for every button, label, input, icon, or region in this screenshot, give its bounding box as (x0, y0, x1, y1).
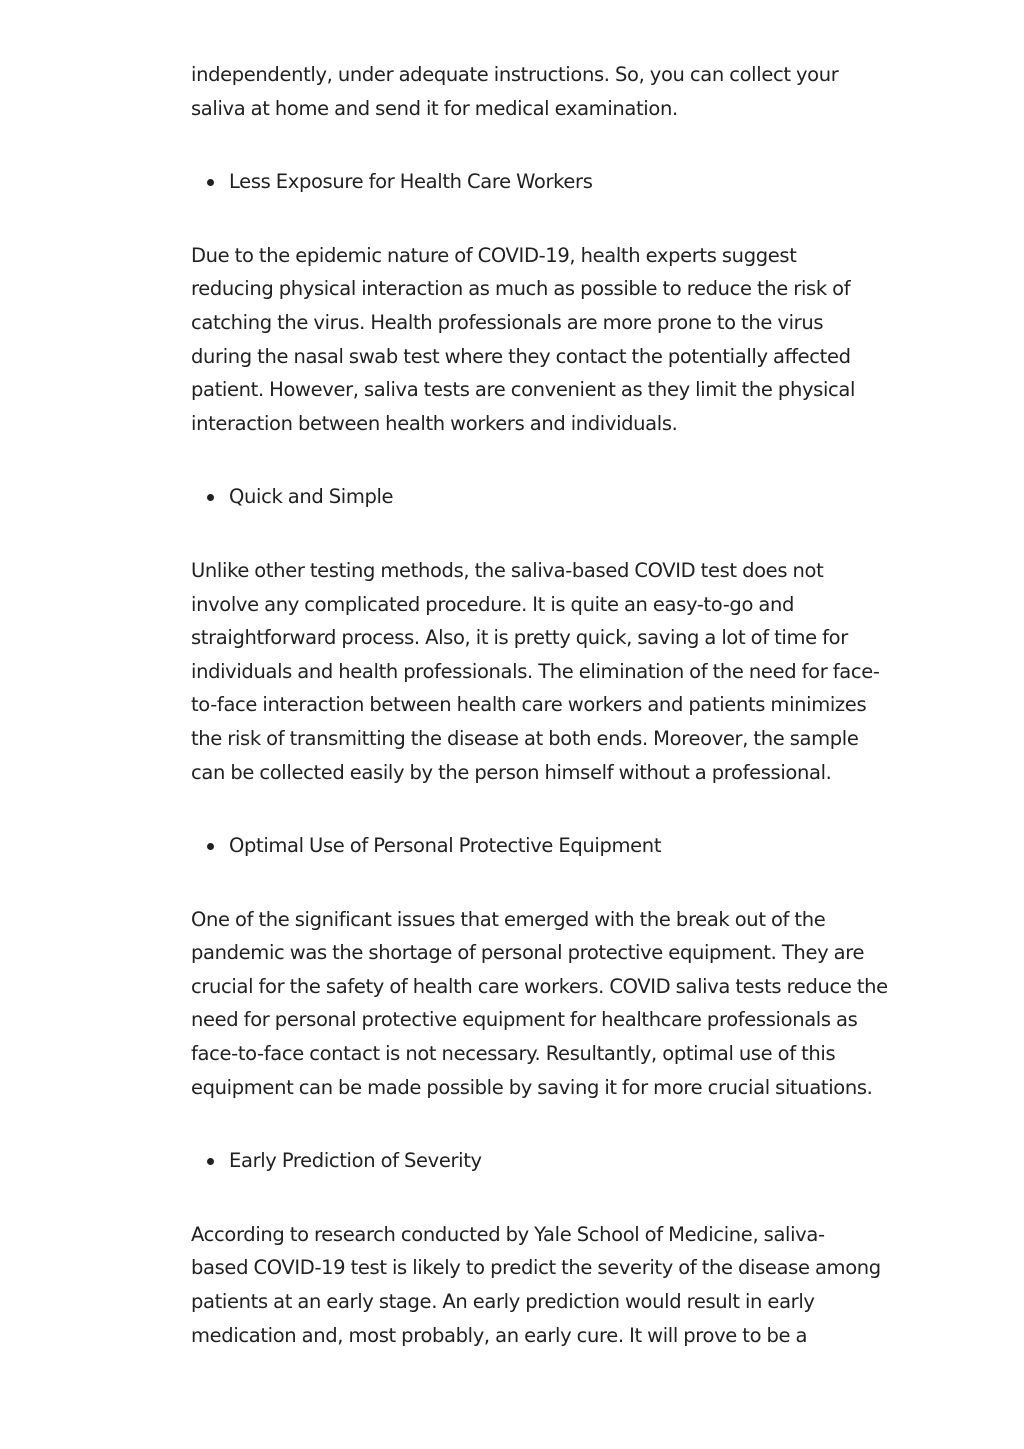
bullet-quick-simple: Quick and Simple (191, 480, 881, 514)
bullet-less-exposure: Less Exposure for Health Care Workers (191, 165, 881, 199)
document-page (191, 58, 888, 1352)
paragraph-optimal-ppe: One of the significant issues that emerged with the break out of the pandemic was the shortage of personal protective equipment. They are crucial for the safety of health care workers. COVID saliva tests reduce the need for personal protective equipment for healthcare professionals as face-to-face contact is not necessary. Resultantly, optimal use of this equipment can be made possible by saving it for more crucial situations. (191, 907, 888, 1099)
paragraph-early-prediction: According to research conducted by Yale School of Medicine, saliva- based COVID-19 test is likely to predict the severity of the disease among patients at an early stage. An early prediction would result in early medication and, most probably, an early cure. It will prove to be a (191, 1222, 881, 1347)
paragraph-intro: independently, under adequate instructions. So, you can collect your saliva at home and send it for medical examination. (191, 63, 839, 120)
paragraph-less-exposure: Due to the epidemic nature of COVID-19, health experts suggest reducing physical interaction as much as possible to reduce the risk of catching the virus. Health professionals are more prone to the virus during the nasal swab test where they contact the potentially affected patient. However, saliva tests are convenient as they limit the physical interaction between health workers and individuals. (191, 243, 856, 435)
paragraph-quick-simple: Unlike other testing methods, the saliva-based COVID test does not involve any complicated procedure. It is quite an easy-to-go and straightforward process. Also, it is pretty quick, saving a lot of time for individuals and health professionals. The elimination of the need for face- to-face interaction between health care workers and patients minimizes the risk of transmitting the disease at both ends. Moreover, the sample can be collected easily by the person himself without a professional. (191, 558, 880, 784)
bullet-optimal-ppe: Optimal Use of Personal Protective Equipment (191, 829, 881, 863)
bullet-early-prediction: Early Prediction of Severity (191, 1144, 881, 1178)
